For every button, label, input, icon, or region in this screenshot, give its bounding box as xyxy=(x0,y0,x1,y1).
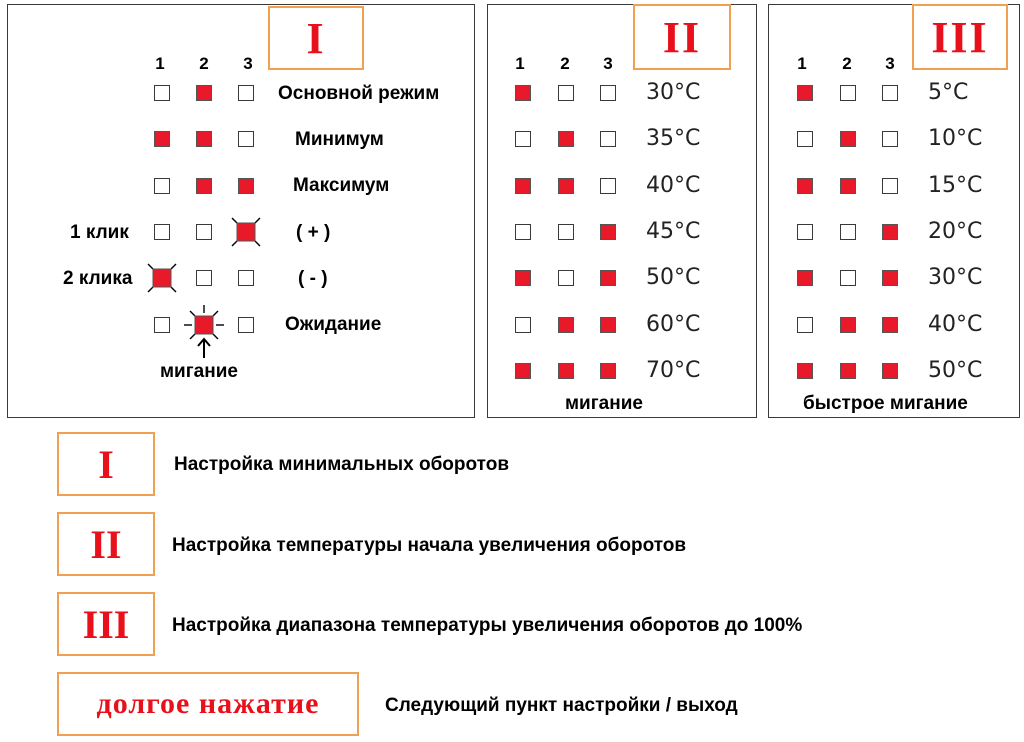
p3-led-r7-c2 xyxy=(840,363,856,379)
p2-led-r5-c3 xyxy=(600,270,616,286)
p3-led-r4-c1 xyxy=(797,224,813,240)
p3-led-r6-c1 xyxy=(797,317,813,333)
p3-col-2: 2 xyxy=(842,54,852,73)
p2-led-r4-c1 xyxy=(515,224,531,240)
p2-temp-value: 70°C xyxy=(646,358,701,383)
p2-led-r5-c1 xyxy=(515,270,531,286)
p3-led-r1-c1 xyxy=(797,85,813,101)
p3-led-r1-c2 xyxy=(840,85,856,101)
p3-led-r6-c2 xyxy=(840,317,856,333)
legend-2-badge: II xyxy=(57,512,155,576)
p1-label-plus: ( + ) xyxy=(296,222,331,243)
p3-led-r3-c1 xyxy=(797,178,813,194)
p3-led-r2-c2 xyxy=(840,131,856,147)
p3-led-r5-c1 xyxy=(797,270,813,286)
p1-col-3: 3 xyxy=(243,54,253,73)
p3-temp-value: 15°C xyxy=(928,173,983,198)
p2-col-3: 3 xyxy=(603,54,613,73)
press-burst-icon xyxy=(230,216,262,248)
p1-led-r2-c1 xyxy=(154,131,170,147)
p1-label-minus: ( - ) xyxy=(298,268,328,289)
p1-led-r3-c2 xyxy=(196,178,212,194)
p2-temp-value: 45°C xyxy=(646,219,701,244)
p3-led-r2-c3 xyxy=(882,131,898,147)
panel-1-badge: I xyxy=(268,6,364,70)
p2-led-r1-c2 xyxy=(558,85,574,101)
p2-led-r4-c3 xyxy=(600,224,616,240)
panel-2-badge: II xyxy=(633,4,731,70)
p1-label-standby: Ожидание xyxy=(285,314,382,335)
legend-3-text: Настройка диапазона температуры увеличения оборотов до 100% xyxy=(172,615,803,636)
p1-led-r5-c3 xyxy=(238,270,254,286)
legend-1-text: Настройка минимальных оборотов xyxy=(174,454,509,475)
p2-led-r1-c1 xyxy=(515,85,531,101)
legend-3-badge: III xyxy=(57,592,155,656)
p1-led-r2-c2 xyxy=(196,131,212,147)
p1-led-r4-c1 xyxy=(154,224,170,240)
p3-temp-value: 10°C xyxy=(928,126,983,151)
p1-col-2: 2 xyxy=(199,54,209,73)
p3-led-r5-c3 xyxy=(882,270,898,286)
p1-led-r4-c2 xyxy=(196,224,212,240)
p2-led-r3-c1 xyxy=(515,178,531,194)
p1-led-r3-c3 xyxy=(238,178,254,194)
p3-temp-value: 40°C xyxy=(928,312,983,337)
p3-temp-value: 5°C xyxy=(928,80,969,105)
p3-temp-value: 20°C xyxy=(928,219,983,244)
p2-col-1: 1 xyxy=(515,54,525,73)
legend-4-badge: долгое нажатие xyxy=(57,672,359,736)
p2-led-r6-c2 xyxy=(558,317,574,333)
p1-label-maximum: Максимум xyxy=(293,175,390,196)
p1-blink-note: мигание xyxy=(160,361,238,382)
p2-caption: мигание xyxy=(565,393,643,414)
p3-temp-value: 50°C xyxy=(928,358,983,383)
p2-temp-value: 30°C xyxy=(646,80,701,105)
p1-col-1: 1 xyxy=(155,54,165,73)
p1-led-r6-c1 xyxy=(154,317,170,333)
p2-led-r6-c3 xyxy=(600,317,616,333)
p2-led-r4-c2 xyxy=(558,224,574,240)
p2-led-r3-c2 xyxy=(558,178,574,194)
p1-led-r6-c3 xyxy=(238,317,254,333)
legend-2-text: Настройка температуры начала увеличения оборотов xyxy=(172,535,687,556)
p3-col-3: 3 xyxy=(885,54,895,73)
p2-temp-value: 60°C xyxy=(646,312,701,337)
p2-led-r7-c2 xyxy=(558,363,574,379)
panel-3-badge: III xyxy=(912,4,1008,70)
p3-led-r1-c3 xyxy=(882,85,898,101)
p2-led-r7-c3 xyxy=(600,363,616,379)
p3-led-r4-c2 xyxy=(840,224,856,240)
p1-led-r1-c1 xyxy=(154,85,170,101)
p2-temp-value: 40°C xyxy=(646,173,701,198)
p2-led-r1-c3 xyxy=(600,85,616,101)
press-burst-icon xyxy=(146,262,178,294)
p3-led-r7-c1 xyxy=(797,363,813,379)
p2-temp-value: 35°C xyxy=(646,126,701,151)
p1-label-minimum: Минимум xyxy=(295,129,384,150)
p2-led-r7-c1 xyxy=(515,363,531,379)
p3-led-r3-c3 xyxy=(882,178,898,194)
p1-led-r2-c3 xyxy=(238,131,254,147)
p2-col-2: 2 xyxy=(560,54,570,73)
p3-led-r7-c3 xyxy=(882,363,898,379)
legend-1-badge: I xyxy=(57,432,155,496)
p1-left-two-clicks: 2 клика xyxy=(63,268,133,289)
p2-temp-value: 50°C xyxy=(646,265,701,290)
p2-led-r2-c2 xyxy=(558,131,574,147)
p1-left-one-click: 1 клик xyxy=(70,222,129,243)
p3-temp-value: 30°C xyxy=(928,265,983,290)
p1-led-r3-c1 xyxy=(154,178,170,194)
p1-label-main-mode: Основной режим xyxy=(278,83,440,104)
legend-4-text: Следующий пункт настройки / выход xyxy=(385,695,738,716)
p3-led-r6-c3 xyxy=(882,317,898,333)
blink-arrow-icon xyxy=(196,336,212,358)
p3-led-r2-c1 xyxy=(797,131,813,147)
p1-led-r1-c3 xyxy=(238,85,254,101)
p2-led-r3-c3 xyxy=(600,178,616,194)
p2-led-r5-c2 xyxy=(558,270,574,286)
p1-led-r1-c2 xyxy=(196,85,212,101)
p3-caption: быстрое мигание xyxy=(803,393,968,414)
p2-led-r2-c3 xyxy=(600,131,616,147)
p1-led-r5-c2 xyxy=(196,270,212,286)
p3-col-1: 1 xyxy=(797,54,807,73)
p3-led-r4-c3 xyxy=(882,224,898,240)
p3-led-r5-c2 xyxy=(840,270,856,286)
p3-led-r3-c2 xyxy=(840,178,856,194)
p2-led-r6-c1 xyxy=(515,317,531,333)
p2-led-r2-c1 xyxy=(515,131,531,147)
